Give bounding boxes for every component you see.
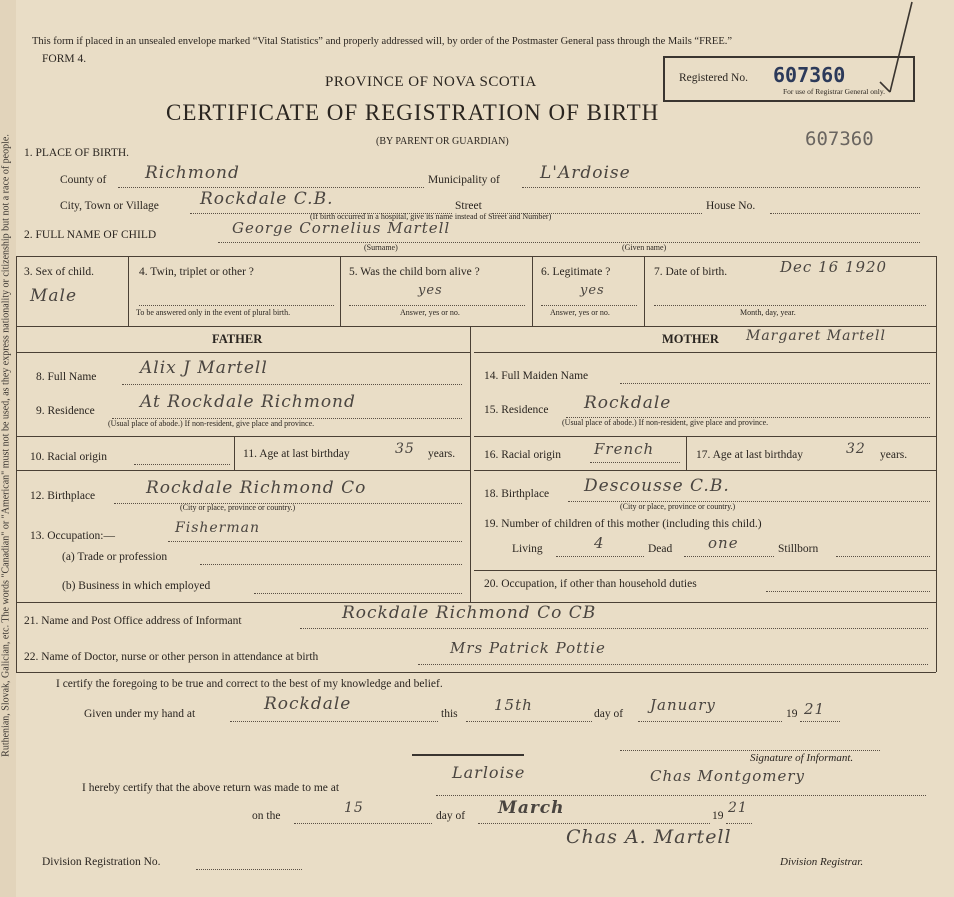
mother-age-value: 32	[846, 441, 866, 457]
city-label: City, Town or Village	[60, 200, 159, 212]
mother-age-label: 17. Age at last birthday	[696, 449, 803, 461]
father-birthplace-value: Rockdale Richmond Co	[146, 478, 367, 498]
given-year-value: 21	[804, 700, 826, 718]
municipality-value: L'Ardoise	[540, 163, 631, 183]
legitimate-note: Answer, yes or no.	[550, 308, 610, 317]
mother-maiden-label: 14. Full Maiden Name	[484, 370, 589, 382]
informant-value: Rockdale Richmond Co CB	[342, 603, 597, 623]
father-residence-value: At Rockdale Richmond	[140, 392, 356, 412]
surname-note: (Surname)	[364, 243, 398, 252]
county-label: County of	[60, 174, 107, 186]
child-name-value: George Cornelius Martell	[232, 219, 451, 237]
form-number: FORM 4.	[42, 53, 87, 65]
this-label: this	[441, 708, 458, 720]
mother-birthplace-value: Descousse C.B.	[584, 476, 730, 496]
mother-residence-value: Rockdale	[584, 393, 672, 413]
father-birthplace-label: 12. Birthplace	[30, 490, 96, 502]
father-trade-label: (a) Trade or profession	[62, 551, 168, 563]
dob-label: 7. Date of birth.	[654, 266, 728, 278]
father-years-label: years.	[428, 448, 456, 460]
mother-name-value: Margaret Martell	[746, 328, 886, 344]
municipality-label: Municipality of	[428, 174, 500, 186]
twin-label: 4. Twin, triplet or other ?	[139, 266, 254, 278]
attendant-label: 22. Name of Doctor, nurse or other person in attendance at birth	[24, 651, 319, 663]
given-day-of-label: day of	[594, 708, 624, 720]
child-name-label: 2. FULL NAME OF CHILD	[24, 229, 157, 241]
legitimate-value: yes	[580, 283, 605, 298]
on-the-label: on the	[252, 810, 281, 822]
registration-month-value: March	[498, 798, 565, 818]
certificate-title: CERTIFICATE OF REGISTRATION OF BIRTH	[166, 100, 660, 125]
place-of-birth-label: 1. PLACE OF BIRTH.	[24, 147, 130, 159]
legitimate-label: 6. Legitimate ?	[541, 266, 611, 278]
house-no-label: House No.	[706, 200, 756, 212]
born-alive-label: 5. Was the child born alive ?	[349, 266, 480, 278]
pencil-check-mark	[860, 0, 920, 120]
father-residence-label: 9. Residence	[36, 405, 95, 417]
side-margin	[0, 0, 16, 897]
given-name-note: (Given name)	[622, 243, 667, 252]
attendant-value: Mrs Patrick Pottie	[450, 639, 606, 657]
mother-heading: MOTHER	[662, 332, 719, 346]
mother-years-label: years.	[880, 449, 908, 461]
informant-label: 21. Name and Post Office address of Informant	[24, 615, 242, 627]
born-alive-note: Answer, yes or no.	[400, 308, 460, 317]
given-place-value: Rockdale	[264, 694, 352, 714]
dead-value: one	[708, 534, 739, 552]
given-month-value: January	[650, 696, 716, 714]
living-label: Living	[512, 543, 543, 555]
mother-birthplace-note: (City or place, province or country.)	[620, 502, 736, 511]
father-occupation-label: 13. Occupation:—	[30, 530, 115, 542]
mother-birthplace-label: 18. Birthplace	[484, 488, 550, 500]
father-business-label: (b) Business in which employed	[62, 580, 211, 592]
registered-label: Registered No.	[679, 72, 748, 84]
father-name-value: Alix J Martell	[140, 358, 268, 378]
number-stamp: 607360	[805, 128, 874, 150]
born-alive-value: yes	[418, 283, 443, 298]
given-day-value: 15th	[494, 696, 533, 714]
registration-day-value: 15	[344, 800, 364, 816]
children-count-label: 19. Number of children of this mother (including this child.)	[484, 518, 762, 530]
division-registrar-label: Division Registrar.	[780, 856, 864, 868]
dead-label: Dead	[648, 543, 673, 555]
given-year-prefix: 19	[786, 708, 798, 720]
mother-residence-label: 15. Residence	[484, 404, 549, 416]
certify-line: I certify the foregoing to be true and correct to the best of my knowledge and belief.	[56, 678, 443, 690]
registrar-signature-top: Chas Montgomery	[650, 767, 806, 785]
father-name-label: 8. Full Name	[36, 371, 97, 383]
top-notice: This form if placed in an unsealed envelope marked “Vital Statistics” and properly addressed will, by order of the Postmaster General pass through the Mails “FREE.”	[32, 36, 733, 47]
registered-number: 607360	[773, 63, 846, 87]
father-occupation-value: Fisherman	[175, 520, 261, 536]
mother-occupation-label: 20. Occupation, if other than household duties	[484, 578, 697, 590]
mother-racial-label: 16. Racial origin	[484, 449, 561, 461]
given-label: Given under my hand at	[84, 708, 196, 720]
province-heading: PROVINCE OF NOVA SCOTIA	[325, 74, 537, 90]
dob-value: Dec 16 1920	[780, 258, 888, 276]
registration-year-value: 21	[728, 800, 748, 816]
side-note: Ruthenian, Slovak, Galician, etc. The words "Canadian" or "American" must not be used, as they express nationality or citizenship but not a race of people.	[0, 134, 12, 757]
father-birthplace-note: (City or place, province or country.)	[180, 503, 296, 512]
registrar-certify-line: I hereby certify that the above return was made to me at	[82, 782, 340, 794]
stillborn-label: Stillborn	[778, 543, 819, 555]
father-age-label: 11. Age at last birthday	[243, 448, 350, 460]
twin-note: To be answered only in the event of plural birth.	[136, 308, 291, 317]
sex-value: Male	[30, 286, 78, 306]
living-value: 4	[594, 534, 605, 552]
hospital-note: (If birth occurred in a hospital, give its name instead of Street and Number)	[310, 212, 552, 221]
city-value: Rockdale C.B.	[200, 189, 334, 209]
father-age-value: 35	[395, 441, 415, 457]
certificate-subtitle: (BY PARENT OR GUARDIAN)	[376, 136, 509, 147]
division-registration-label: Division Registration No.	[42, 856, 161, 868]
father-racial-label: 10. Racial origin	[30, 451, 107, 463]
mother-racial-value: French	[594, 440, 655, 458]
mother-residence-note: (Usual place of abode.) If non-resident, give place and province.	[562, 418, 769, 427]
father-residence-note: (Usual place of abode.) If non-resident, give place and province.	[108, 419, 315, 428]
registered-note: For use of Registrar General only.	[783, 87, 885, 96]
registrar-signature: Chas A. Martell	[566, 826, 732, 848]
informant-signature-label: Signature of Informant.	[750, 752, 854, 764]
street-label: Street	[455, 200, 482, 212]
dob-note: Month, day, year.	[740, 308, 796, 317]
registration-year-prefix: 19	[712, 810, 724, 822]
county-value: Richmond	[145, 163, 240, 183]
registration-day-of-label: day of	[436, 810, 466, 822]
registration-place-value: Larloise	[452, 763, 526, 782]
sex-label: 3. Sex of child.	[24, 266, 94, 278]
father-heading: FATHER	[212, 332, 263, 346]
